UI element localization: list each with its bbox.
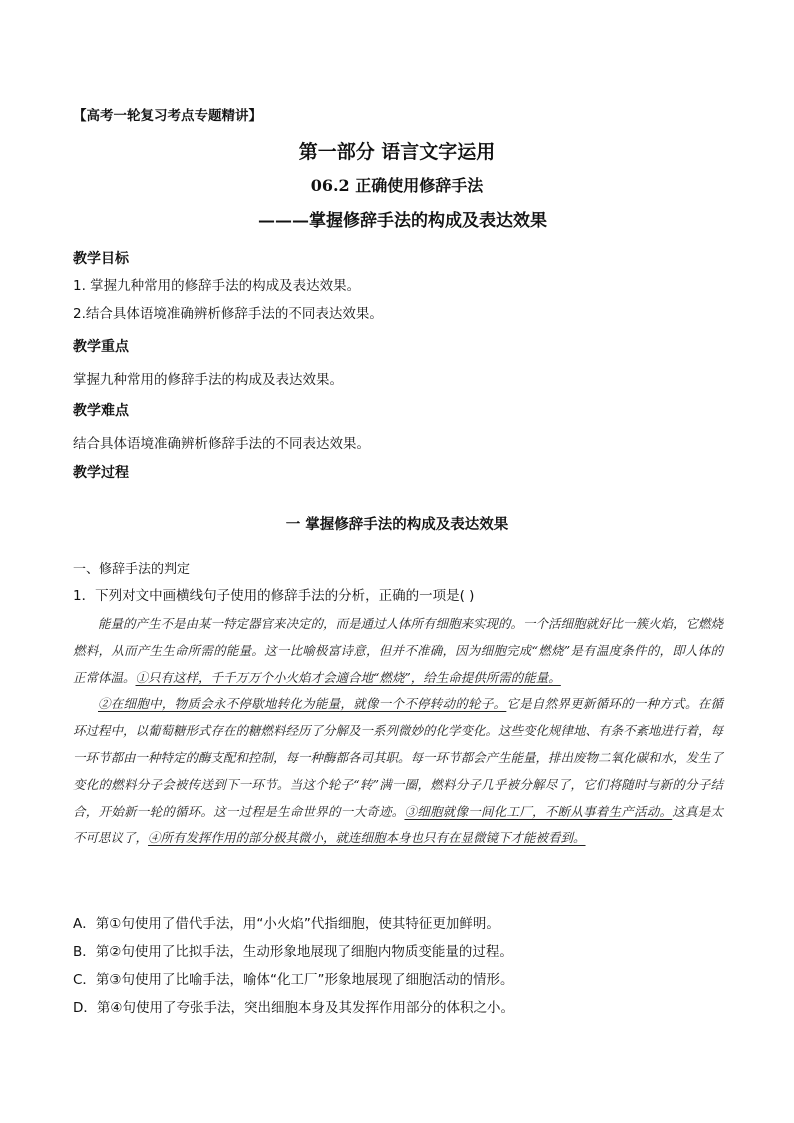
- reading-passage: [73, 611, 723, 852]
- underlined-sentence-1: ①只有这样，千千万万个小火焰才会適合地“燃烧”，给生命提供所需的能量。: [135, 669, 561, 685]
- focus-text: 掌握九种常用的修辞手法的构成及表达效果。: [73, 372, 343, 388]
- underlined-sentence-4: ④所有发挥作用的部分极其微小，就连细胞本身也只有在显微镜下才能被看到。: [148, 830, 586, 846]
- header-tag: 【高考一轮复习考点专题精讲】: [73, 108, 262, 124]
- option-a: A．第①句使用了借代手法，用“小火焰”代指细胞，使其特征更加鲜明。: [73, 916, 500, 932]
- lesson-subtitle: ———掌握修辞手法的构成及表达效果: [258, 211, 547, 231]
- lesson-title: 06.2 正确使用修辞手法: [310, 176, 484, 195]
- passage-text: 这真是太不可思议了，: [73, 803, 723, 846]
- difficulty-text: 结合具体语境准确辨析修辞手法的不同表达效果。: [73, 436, 370, 452]
- part-title: 第一部分 语言文字运用: [298, 141, 496, 163]
- section-title: 一 掌握修辞手法的构成及表达效果: [285, 516, 509, 533]
- process-heading: 教学过程: [73, 465, 129, 481]
- section-subheading: 一、修辞手法的判定: [73, 562, 191, 577]
- goal-item: 2.结合具体语境准确辨析修辞手法的不同表达效果。: [73, 306, 383, 322]
- passage-text: 能量的产生不是由某一特定器官来决定的，而是通过人体所有细胞来实现的。一个活细胞就好比一簇火焰，它燃烧燃料，从而产生生命所需的能量。这一比喻极富诗意，但并不准确，因为细胞完成“燃烧”是有温度条件的，即人体的正常体温。: [73, 616, 724, 685]
- underlined-sentence-2: ②在细胞中，物质会永不停歇地转化为能量，就像一个不停转动的轮子。: [98, 696, 507, 712]
- goal-item: 1. 掌握九种常用的修辞手法的构成及表达效果。: [73, 278, 361, 294]
- focus-heading: 教学重点: [73, 339, 129, 355]
- passage-paragraph: [73, 691, 723, 852]
- passage-text: 它是自然界更新循环的一种方式。在循环过程中，以葡萄糖形式存在的糖燃料经历了分解及一系列微妙的化学变化。这些变化规律地、有条不紊地进行着，每一环节都由一种特定的酶支配和控制，每一种酶都各司其职。每一环节都会产生能量，排出废物二氧化碳和水，发生了变化的燃料分子会被传送到下一环节。当这个轮子“转”满一圈，燃料分子几乎被分解尽了，它们将随时与新的分子结合，开始新一轮的循环。这一过程是生命世界的一大奇迹。: [73, 696, 724, 819]
- goals-heading: 教学目标: [73, 251, 129, 267]
- underlined-sentence-3: ③细胞就像一间化工厂，不断从事着生产活动。: [404, 803, 673, 819]
- difficulty-heading: 教学难点: [73, 403, 129, 419]
- option-c: C．第③句使用了比喻手法，喻体“化工厂”形象地展现了细胞活动的情形。: [73, 972, 514, 988]
- passage-paragraph: [73, 611, 723, 691]
- option-b: B．第②句使用了比拟手法，生动形象地展现了细胞内物质变能量的过程。: [73, 944, 513, 960]
- option-d: D．第④句使用了夸张手法，突出细胞本身及其发挥作用部分的体积之小。: [73, 1000, 514, 1016]
- question-stem: 1．下列对文中画横线句子使用的修辞手法的分析，正确的一项是( ): [73, 588, 475, 604]
